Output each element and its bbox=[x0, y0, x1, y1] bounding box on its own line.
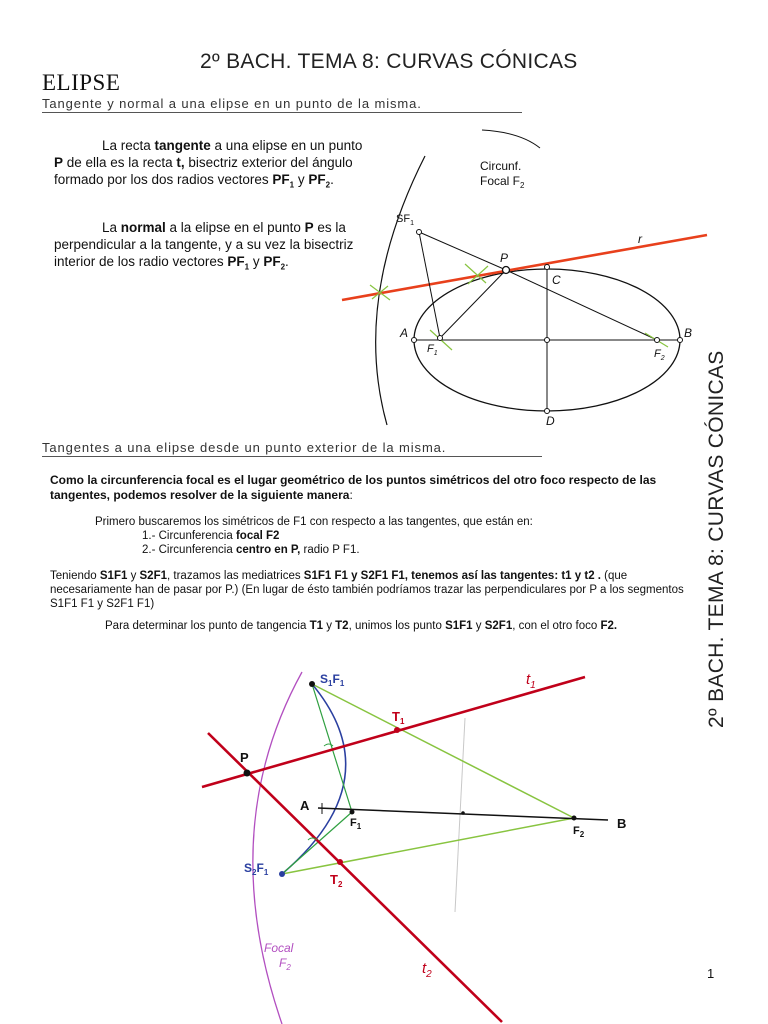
label-focal-f2: Focal $F_2$ bbox=[480, 174, 525, 190]
green-s1f1-f2 bbox=[312, 684, 574, 818]
label-t2-line: $t_2$ bbox=[422, 960, 432, 980]
label-p: P bbox=[500, 251, 509, 265]
label-t1-point: $T_1$ bbox=[392, 709, 405, 726]
paragraph-tangente: La recta tangente a una elipse en un punto P de ella es la recta t, bisectriz exterior del ángulo formado por los dos radios vectores $PF_1$ y $PF_2$. bbox=[54, 138, 363, 190]
label-b: B bbox=[684, 326, 693, 340]
tangent-t1 bbox=[202, 677, 585, 787]
side-title-vertical: 2º BACH. TEMA 8: CURVAS CÓNICAS bbox=[705, 350, 728, 728]
paragraph-teniendo: Teniendo S1F1 y S2F1, trazamos las mediatrices S1F1 F1 y S2F1 F1, tenemos así las tangentes: t1 y t2 . (que necesariamente han de pasar por P.) (En lugar de ésto también podríamos trazar las perpendiculares por P a los segmentos S1F1 F1 y S2F1 F1) bbox=[50, 570, 684, 610]
list-item-2: 2.- Circunferencia centro en P, radio P F1. bbox=[142, 544, 360, 556]
label-s1f1: $S_1F_1$ bbox=[320, 672, 345, 688]
point-mid-f1f2 bbox=[461, 811, 465, 815]
label-s2f1: $S_2F_1$ bbox=[244, 861, 269, 877]
subtitle-tangentes-exterior: Tangentes a una elipse desde un punto exterior de la misma. bbox=[42, 440, 542, 457]
point-s1f1 bbox=[309, 681, 315, 687]
point-f1-drawing bbox=[350, 810, 355, 815]
label-t1-line: $t_1$ bbox=[526, 671, 536, 691]
label-circunf: Circunf. bbox=[480, 159, 522, 173]
point-p-drawing bbox=[244, 770, 251, 777]
label-f1: $F_1$ bbox=[427, 343, 438, 357]
label-f2-drawing: $F_2$ bbox=[573, 825, 585, 839]
paragraph-normal: La normal a la elipse en el punto P es la perpendicular a la tangente, y a su vez la bisectriz interior de los radio vectores $PF_1$ y $PF_2$. bbox=[54, 220, 354, 272]
label-b-drawing: B bbox=[617, 816, 627, 831]
point-f2-drawing bbox=[572, 816, 577, 821]
label-c: C bbox=[552, 273, 561, 287]
subtitle-tangente-normal: Tangente y normal a una elipse en un punto de la misma. bbox=[42, 96, 522, 113]
point-t1 bbox=[394, 727, 400, 733]
label-a-drawing: A bbox=[300, 798, 310, 813]
page-title: 2º BACH. TEMA 8: CURVAS CÓNICAS bbox=[200, 50, 578, 73]
green-s1f1-f1 bbox=[312, 684, 352, 812]
label-t2-point: $T_2$ bbox=[330, 872, 343, 889]
point-t2 bbox=[337, 859, 343, 865]
paragraph-intro: Como la circunferencia focal es el lugar geométrico de los puntos simétricos del otro foco respecto de las tangentes, podemos resolver de la siguiente manera: bbox=[50, 473, 657, 502]
label-a: A bbox=[400, 326, 409, 340]
section-heading-elipse: ELIPSE bbox=[42, 70, 121, 95]
paragraph-determinar: Para determinar los punto de tangencia T1 y T2, unimos los punto S1F1 y S2F1, con el otro foco F2. bbox=[105, 620, 618, 632]
label-d: D bbox=[546, 414, 555, 428]
label-p-drawing: P bbox=[240, 750, 249, 765]
label-f1-drawing: $F_1$ bbox=[350, 817, 362, 831]
focal-f2-arc bbox=[253, 672, 302, 1024]
grey-guide-line bbox=[455, 718, 465, 912]
point-s2f1 bbox=[279, 871, 285, 877]
label-focal-f2-drawing: $F_2$ bbox=[279, 956, 291, 972]
label-sf1: $SF_1$ bbox=[396, 213, 414, 227]
tangent-t2 bbox=[208, 733, 502, 1022]
list-item-1: 1.- Circunferencia focal F2 bbox=[142, 530, 280, 542]
label-f2: $F_2$ bbox=[654, 348, 665, 362]
label-focal: Focal bbox=[264, 941, 294, 955]
page-number: 1 bbox=[707, 966, 715, 981]
label-r: r bbox=[638, 232, 642, 246]
text-primero: Primero buscaremos los simétricos de F1 con respecto a las tangentes, que están en: bbox=[95, 516, 533, 528]
